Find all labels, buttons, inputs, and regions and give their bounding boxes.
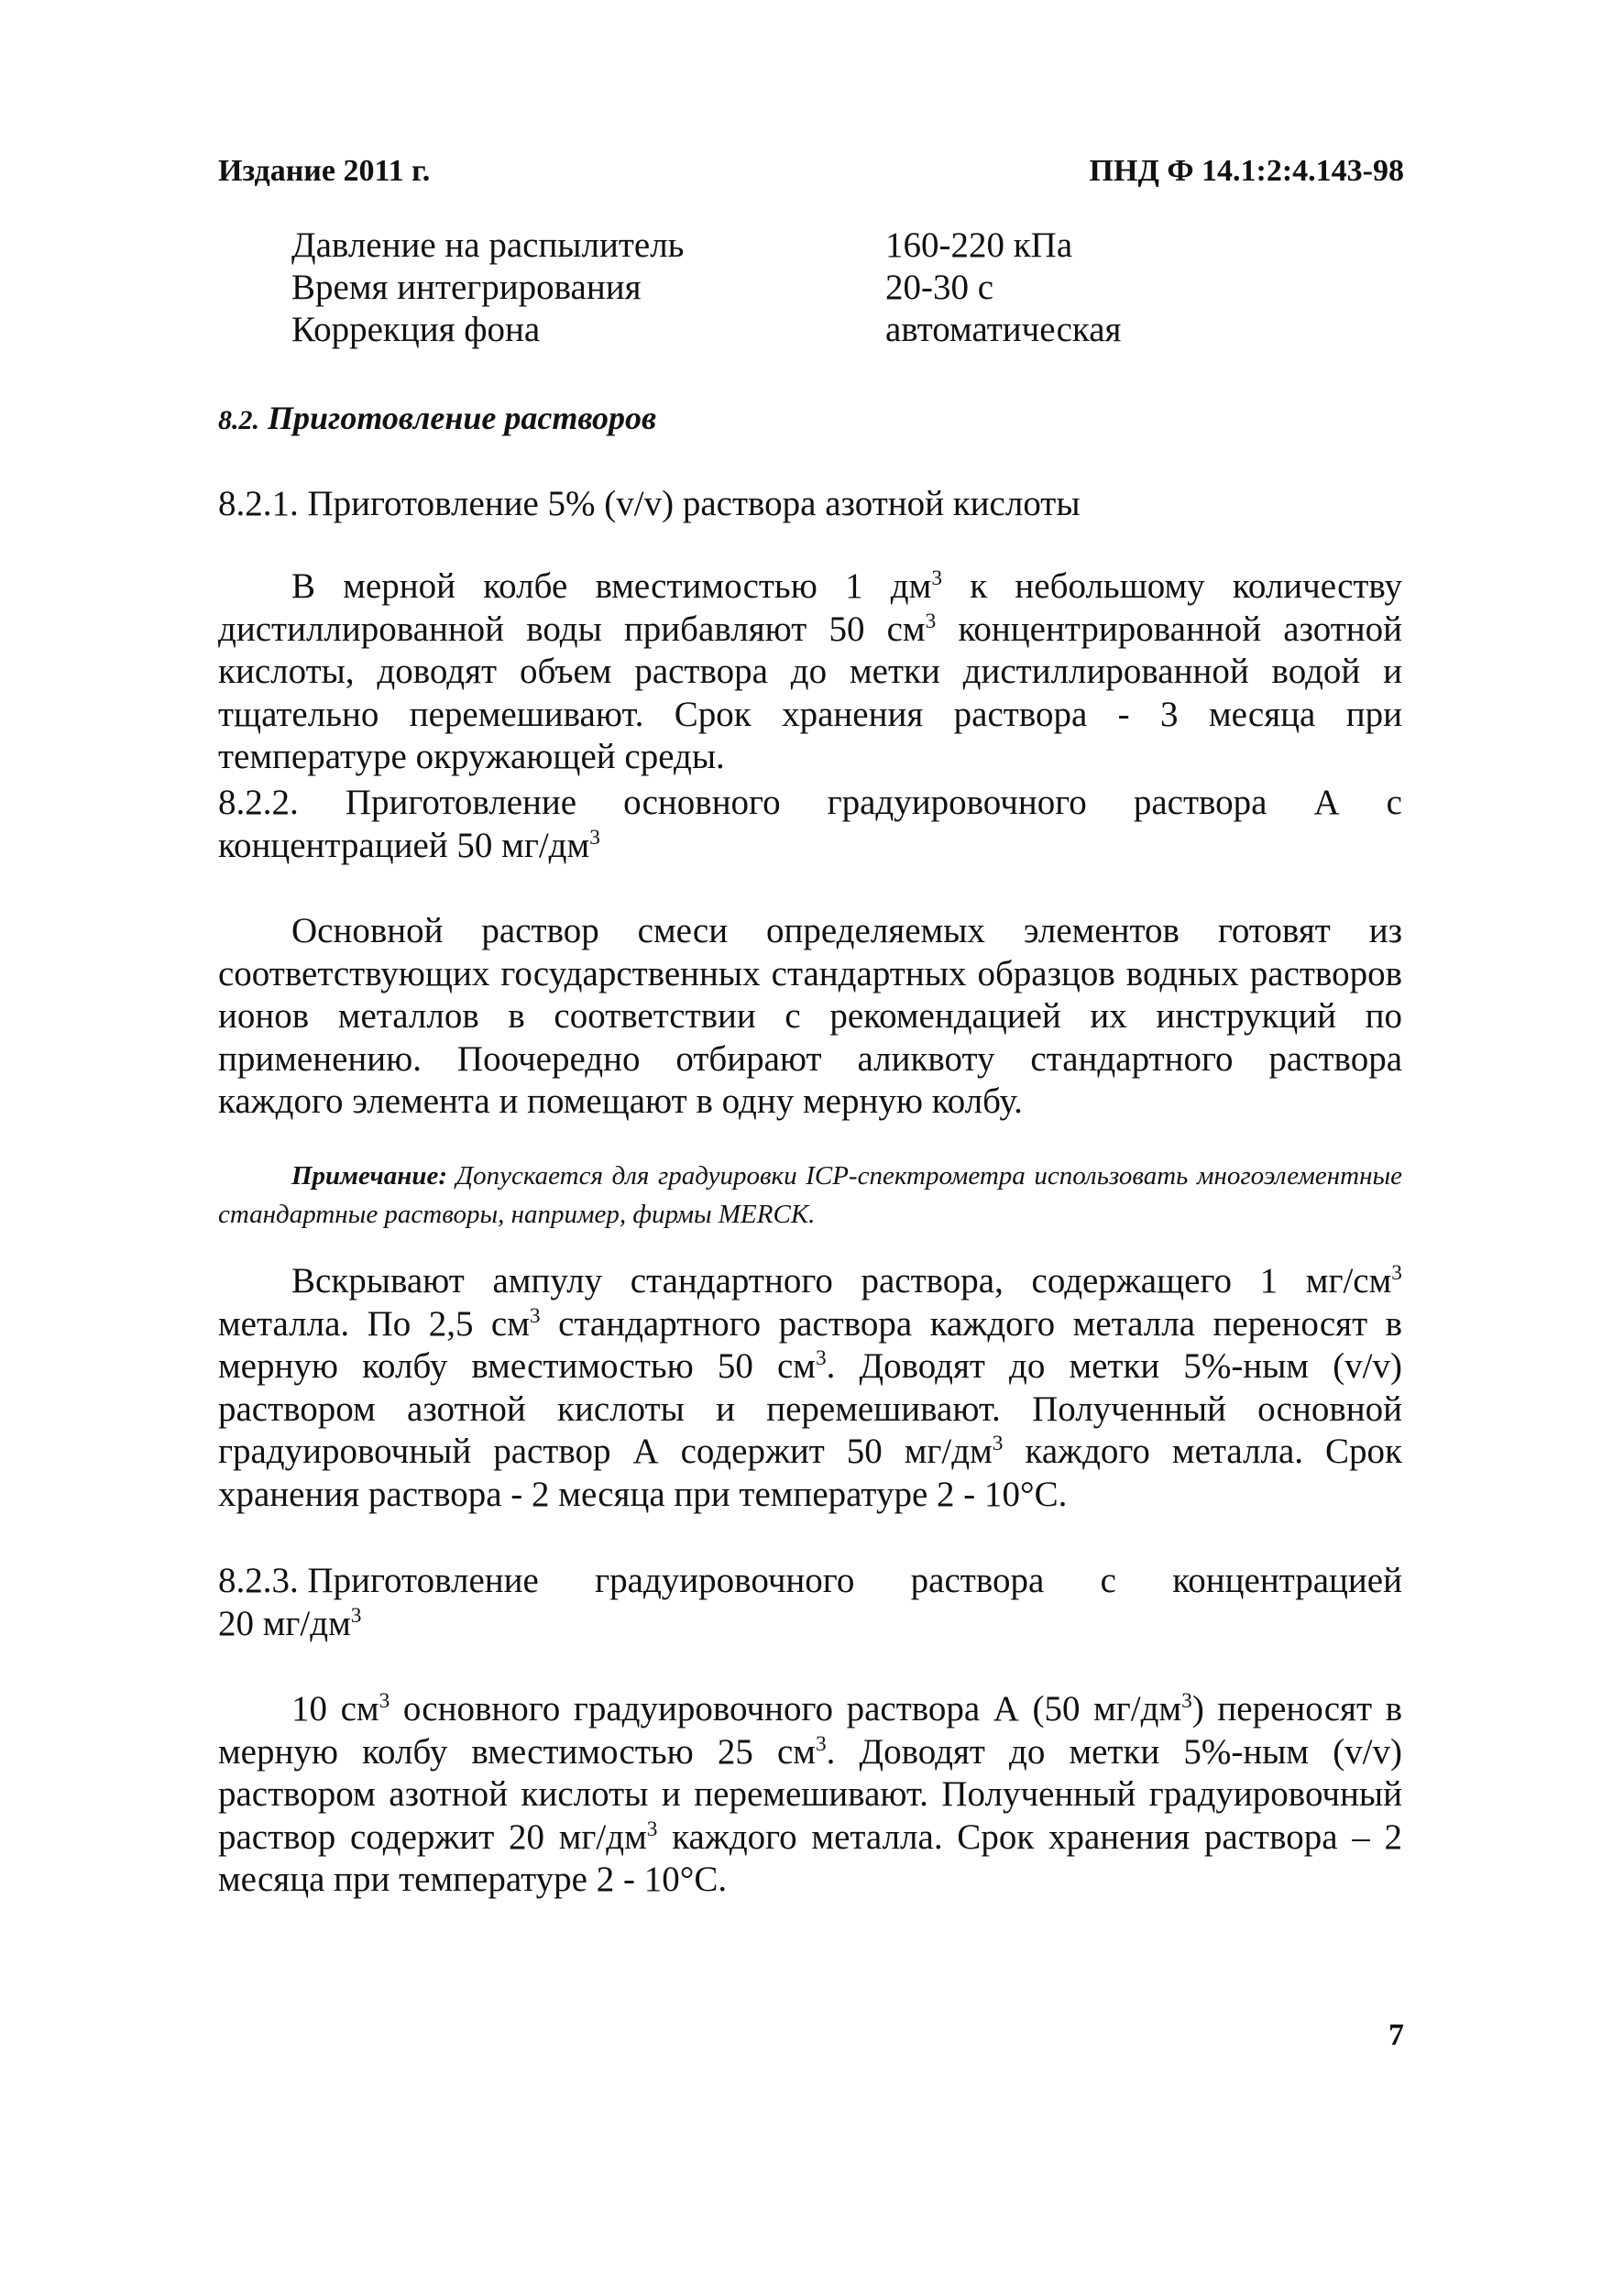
section-number: 8.2. — [218, 405, 259, 435]
document-code: ПНД Ф 14.1:2:4.143-98 — [1089, 154, 1404, 188]
paragraph-822-procedure: Вскрывают ампулу стандартного раствора, содержащего 1 $мг/см^3$ металла. По 2,5 $см^3$ стандартного раствора каждого металла переносят в мерную колбу вместимостью 50 $см^3$. Доводят до метки 5%-ным (v/v) раствором азотной кислоты и перемешивают. Полученный основной градуировочный раствор А содержит 50 $мг/дм^3$ каждого металла. Срок хранения раствора - 2 месяца при температуре 2 - 10°С. — [218, 1261, 1402, 1514]
param-name: Коррекция фона — [291, 310, 541, 349]
subsection-heading-821: 8.2.1. Приготовление 5% (v/v) раствора азотной кислоты — [218, 484, 1081, 523]
page-number: 7 — [1388, 2018, 1404, 2052]
edition-label: Издание 2011 г. — [218, 154, 431, 188]
param-value: 160-220 кПа — [885, 225, 1073, 265]
param-name: Давление на распылитель — [291, 225, 685, 265]
subsection-heading-823: 8.2.3. Приготовление градуировочного раствора с концентрацией 20 $мг/дм^3$ — [218, 1561, 1402, 1643]
param-value: 20-30 с — [885, 268, 994, 307]
param-row — [291, 309, 1121, 351]
param-row — [291, 225, 1121, 267]
param-row — [291, 267, 1121, 309]
param-value: автоматическая — [885, 310, 1122, 349]
paragraph-821: В мерной колбе вместимостью 1 $дм^3$ к небольшому количеству дистиллированной воды прибавляют 50 $см^3$ концентрированной азотной кислоты, доводят объем раствора до метки дистиллированной водой и тщательно перемешивают. Срок хранения раствора - 3 месяца при температуре окружающей среды. — [218, 566, 1403, 776]
instrument-parameters — [291, 225, 1121, 351]
note-label: Примечание: — [291, 1161, 448, 1191]
section-title: Приготовление растворов — [268, 400, 657, 436]
note-text: Допускается для градуировки ICP-спектрометра использовать многоэлементные стандартные растворы, например, фирмы MERCK. — [218, 1161, 1402, 1229]
note — [218, 1157, 1402, 1234]
subsection-heading-822: 8.2.2. Приготовление основного градуировочного раствора А с концентрацией 50 $мг/дм^3$ — [218, 783, 1402, 865]
paragraph-823: 10 $см^3$ основного градуировочного раствора А (50 $мг/дм^3$) переносят в мерную колбу вместимостью 25 $см^3$. Доводят до метки 5%-ным (v/v) раствором азотной кислоты и перемешивают. Полученный градуировочный раствор содержит 20 $мг/дм^3$ каждого металла. Срок хранения раствора – 2 месяца при температуре 2 - 10°С. — [218, 1689, 1403, 1899]
paragraph-822-intro: Основной раствор смеси определяемых элементов готовят из соответствующих государственных стандартных образцов водных растворов ионов металлов в соответствии с рекомендацией их инструкций по применению. Поочередно отбирают аликвоту стандартного раствора каждого элемента и помещают в одну мерную колбу. — [218, 911, 1402, 1121]
section-heading — [218, 399, 656, 437]
param-name: Время интегрирования — [291, 268, 642, 307]
